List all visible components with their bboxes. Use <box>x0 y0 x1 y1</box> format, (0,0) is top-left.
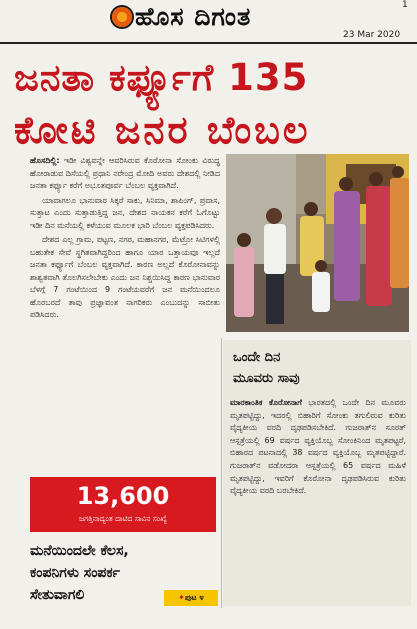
masthead-divider <box>0 42 417 44</box>
page-number: 1 <box>402 0 408 10</box>
stat-caption: ಜಗತ್ತಿನಾದ್ಯಂತ ದಾಟಿದ ಸಾವಿನ ಸಂಖ್ಯೆ <box>79 514 167 523</box>
stat-number: 13,600 <box>76 482 170 510</box>
logo-text: ಹೊಸ ದಿಗಂತ <box>135 2 252 31</box>
death-toll-stat-box <box>30 477 216 532</box>
article-body <box>30 155 220 324</box>
side-story-headline <box>233 347 403 389</box>
sun-emblem-icon <box>112 7 132 27</box>
masthead <box>0 0 417 44</box>
sub-headline-line-1: ಮನೆಯಿಂದಲೇ ಕೆಲಸ, <box>30 543 129 559</box>
side-story-text: ಭಾರತದಲ್ಲಿ ಒಂದೇ ದಿನ ಮೂವರು ಮೃತಪಟ್ಟಿದ್ದು, ಇದರಲ್ಲಿ ಬಿಹಾರಿಗೆ ಸೋಂಕು ತಗುಲಿರುವ ಕುರಿತು ವೈದ್ಯಕೀಯ ವರದಿ ದೃಢಪಡಿಸಬೇಕಿದೆ. ಗುಜರಾತ್‌ನ ಸೂರತ್ ಆಸ್ಪತ್ರೆಯಲ್ಲಿ 69 ವರ್ಷದ ವ್ಯಕ್ತಿಯೊಬ್ಬ ಸೋಂಕಿನಿಂದ ಮೃತಪಟ್ಟರೆ, ಬಿಹಾರದ ಪಟನಾದಲ್ಲಿ 38 ವರ್ಷದ ವ್ಯಕ್ತಿಯೊಬ್ಬ ಮೃತಪಟ್ಟಿದ್ದಾರೆ. ಗುಜರಾತ್‌ನ ವಡೋದರಾ ಆಸ್ಪತ್ರೆಯಲ್ಲಿ 65 ವರ್ಷದ ಮಹಿಳೆ ಮೃತಪಟ್ಟಿದ್ದು, ಇವರಿಗೆ ಕೊರೋನಾ ದೃಢಪಡಿಸಿರುವ ಕುರಿತು ವೈದ್ಯಕೀಯ ವರದಿ ಬರಬೇಕಿದೆ. <box>230 398 406 496</box>
star-icon: ✦ <box>178 593 185 602</box>
sub-headline-line-2: ಕಂಪನಿಗಳು ಸಂಪರ್ಕ <box>30 565 120 581</box>
see-page-tag[interactable] <box>164 590 218 606</box>
paragraph-text: ಇಡೀ ವಿಶ್ವವನ್ನೇ ಆವರಿಸಿರುವ ಕೊರೋನಾ ಸೋಂಕು ವಿರುದ್ಧ ಹೋರಾಡುವ ದಿಸೆಯಲ್ಲಿ ಪ್ರಧಾನಿ ನರೇಂದ್ರ ಮೋದಿ ಅವರು ದೇಶದಲ್ಲಿ ನೀಡಿದ ಜನತಾ ಕರ್ಫ್ಯೂ ಕರೆಗೆ ಅಭೂತಪೂರ್ವ ಬೆಂಬಲ ವ್ಯಕ್ತವಾಗಿದೆ. <box>30 156 220 190</box>
side-headline-line-1: ಒಂದೇ ದಿನ <box>233 350 281 365</box>
main-headline <box>14 53 409 155</box>
news-photo <box>226 154 409 332</box>
see-page-label: ಪುಟ ೪ <box>184 593 204 602</box>
side-headline-line-2: ಮೂವರು ಸಾವು <box>233 371 300 386</box>
column-divider <box>221 338 222 608</box>
newspaper-logo <box>112 3 251 31</box>
sub-headline-line-3: ಸೇತುವಾಗಲಿ <box>30 587 85 603</box>
dateline: ಹೊಸದಿಲ್ಲಿ: <box>30 156 60 165</box>
headline-line-2: ಕೋಟಿ ಜನರ ಬೆಂಬಲ <box>14 108 311 152</box>
issue-date: 23 Mar 2020 <box>343 30 401 40</box>
side-story-body <box>230 397 406 498</box>
article-paragraph <box>30 155 220 193</box>
article-paragraph: ದೇಶದ ಎಲ್ಲ ಗ್ರಾಮ, ಪಟ್ಟಣ, ನಗರ, ಮಹಾನಗರ, ಮೆಟ್ರೋ ಸಿಟಿಗಳಲ್ಲಿ ಬಹುತೇಕ ಸೇವೆ ಸ್ಥಗಿತವಾಗಿದ್ದರಿಂದ ಹಾಗೂ ಯಾರ ಒತ್ತಾಯವೂ ಇಲ್ಲದೆ ಜನತಾ ಕರ್ಫ್ಯೂಗೆ ಬೆಂಬಲ ವ್ಯಕ್ತವಾಗಿದೆ. ಕಾರಣ ಅಲ್ಲದೆ ಕೊರೋನಾವನ್ನು ಶಾಶ್ವತವಾಗಿ ತೊಲಗಿಸಲೇಬೇಕು ಎಂದು ಜನ ನಿಶ್ಚಯಿಸಿದ್ದ ಕಾರಣ ಭಾನುವಾರ ಬೆಳಗ್ಗೆ 7 ಗಂಟೆಯಿಂದ 9 ಗಂಟೆಯವರೆಗೆ ಜನ ಮನೆಯಿಂದಲೂ ಹೊರಬರದೆ ತಾವು ಪ್ರಜ್ಞಾವಂತ ನಾಗರಿಕರು ಎಂಬುದನ್ನು ಸಾಬೀತು ಪಡಿಸಿದರು. <box>30 235 220 319</box>
article-paragraph: ಯಾವಾಗಲೂ ಭಾನುವಾರ ಸಿಕ್ಕರೆ ಸಾಕು, ಸಿನಿಮಾ, ಶಾಪಿಂಗ್, ಪ್ರವಾಸ, ಸುತ್ತಾಟ ಎಂದು ಸುತ್ತಾಡುತ್ತಿದ್ದ ಜನ, ದೇಶದ ನಾಯಕನ ಕರೆಗೆ ಓಗೊಟ್ಟು ಇಡೀ ದಿನ ಮನೆಯಲ್ಲಿ ಕಳೆಯುವ ಮೂಲಕ ಭಾರಿ ಬೆಂಬಲ ವ್ಯಕ್ತಪಡಿಸಿದರು. <box>30 195 220 230</box>
headline-line-1: ಜನತಾ ಕರ್ಫ್ಯೂಗೆ 135 <box>14 56 309 99</box>
side-story-lead: ಮಾರಕಾಂತಿಕ ಕೊರೋನಾಗೆ <box>230 398 302 407</box>
